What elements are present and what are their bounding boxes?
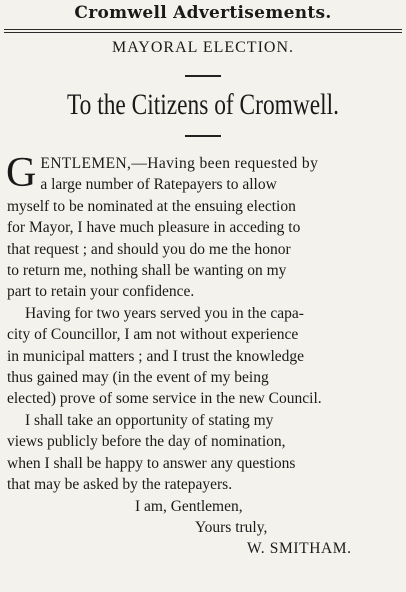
paragraph-line: that request ; and should you do me the honor bbox=[7, 240, 291, 258]
paragraph-line: elected) prove of some service in the new Council. bbox=[7, 390, 322, 408]
signature: W. SMITHAM. bbox=[247, 540, 352, 558]
paragraph-line: part to retain your confidence. bbox=[7, 283, 195, 301]
paragraph-line: views publicly before the day of nomination, bbox=[7, 433, 286, 451]
paragraph-line: myself to be nominated at the ensuing election bbox=[7, 197, 296, 215]
notice-body bbox=[6, 150, 398, 560]
divider-short-2 bbox=[185, 135, 221, 137]
paragraph-line: in municipal matters ; and I trust the knowledge bbox=[7, 347, 305, 365]
divider-short-1 bbox=[185, 75, 221, 77]
notice-heading: To the Citizens of Cromwell. bbox=[67, 88, 339, 121]
paragraph-line: ENTLEMEN,—Having been requested by bbox=[40, 155, 319, 172]
paragraph-line: that may be asked by the ratepayers. bbox=[7, 476, 233, 494]
paragraph-2 bbox=[7, 303, 398, 410]
salutation: I am, Gentlemen, bbox=[135, 497, 243, 515]
paragraph-line: when I shall be happy to answer any questions bbox=[7, 454, 296, 472]
paragraph-3 bbox=[7, 410, 398, 496]
paragraph-line: I shall take an opportunity of stating my bbox=[25, 411, 274, 429]
paragraph-line: thus gained may (in the event of my being bbox=[7, 369, 269, 387]
paragraph-1 bbox=[6, 150, 398, 303]
paragraph-line: for Mayor, I have much pleasure in acceding to bbox=[7, 219, 301, 237]
paragraph-line: a large number of Ratepayers to allow bbox=[40, 176, 277, 194]
header-rule-bottom bbox=[4, 32, 402, 33]
valediction: Yours truly, bbox=[195, 518, 268, 536]
paragraph-line: to return me, nothing shall be wanting on my bbox=[7, 262, 287, 280]
paragraph-line: Having for two years served you in the capa- bbox=[25, 304, 304, 322]
header-rule-top bbox=[4, 29, 402, 30]
notice-section-title: MAYORAL ELECTION. bbox=[111, 39, 295, 56]
signature-block bbox=[7, 496, 398, 560]
paragraph-line: city of Councillor, I am not without experience bbox=[7, 326, 299, 344]
drop-cap: G bbox=[6, 150, 37, 196]
section-header: Cromwell Advertisements. bbox=[74, 3, 332, 23]
